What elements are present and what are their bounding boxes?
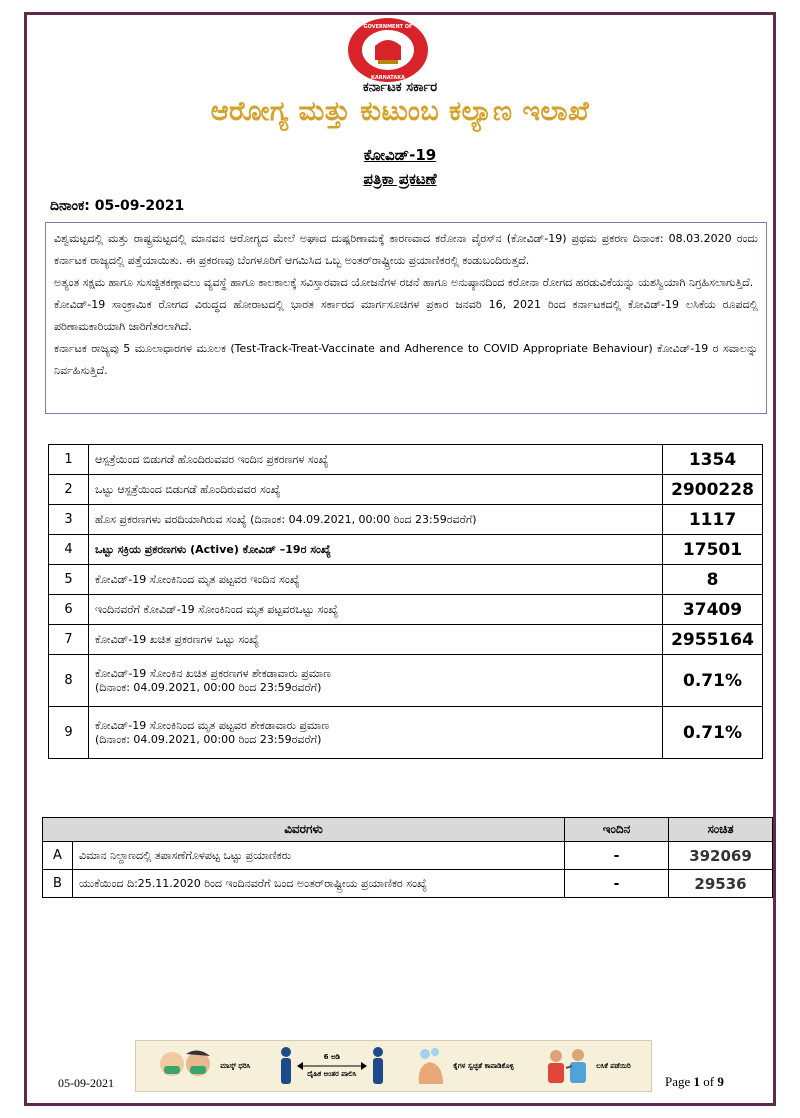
- row-label: ಯುಕೆಯಿಂದ ದಿ:25.11.2020 ರಿಂದ ಇಂದಿನವರೆಗೆ ಬಂದ ಅಂತರ್‌ರಾಷ್ಟ್ರೀಯ ಪ್ರಯಾಣಿಕರ ಸಂಖ್ಯೆ: [73, 870, 565, 898]
- row-value: 37409: [663, 595, 763, 625]
- person-icon: [371, 1046, 385, 1086]
- row-value: 2955164: [663, 625, 763, 655]
- row-number: 2: [49, 475, 89, 505]
- hand-wash-icon: [413, 1046, 449, 1086]
- intro-paragraph: ಕೋವಿಡ್-19 ಸಾಂಕ್ರಾಮಿಕ ರೋಗದ ವಿರುದ್ಧದ ಹೋರಾಟದಲ್ಲಿ ಭಾರತ ಸರ್ಕಾರದ ಮಾರ್ಗಸೂಚಿಗಳ ಪ್ರಕಾರ ಜನವರಿ 16, 2021 ರಿಂದ ಕರ್ನಾಟಕದಲ್ಲಿ ಕೋವಿಡ್-19 ಲಸಿಕೆಯ ರೂಪದಲ್ಲಿ ಪರಿಣಾಮಕಾರಿಯಾಗಿ ಜಾರಿಗೆತರಲಾಗಿದೆ.: [54, 298, 758, 333]
- row-label: ಕೋವಿಡ್-19 ಖಚಿತ ಪ್ರಕರಣಗಳ ಒಟ್ಟು ಸಂಖ್ಯೆ: [89, 625, 663, 655]
- row-label: ಕೋವಿಡ್-19 ಸೋಂಕಿನಿಂದ ಮೃತ ಪಟ್ಟವರ ಇಂದಿನ ಸಂಖ್ಯೆ: [89, 565, 663, 595]
- row-number: 6: [49, 595, 89, 625]
- row-today: -: [565, 842, 669, 870]
- row-label: ಹೊಸ ಪ್ರಕರಣಗಳು ವರದಿಯಾಗಿರುವ ಸಂಖ್ಯೆ (ದಿನಾಂಕ: 04.09.2021, 00:00 ರಿಂದ 23:59ರವರೆಗೆ): [89, 505, 663, 535]
- distance-info: [297, 1053, 367, 1079]
- row-label-cell: [89, 655, 663, 707]
- government-name: ಕರ್ನಾಟಕ ಸರ್ಕಾರ: [362, 80, 438, 95]
- release-date: ದಿನಾಂಕ: 05-09-2021: [50, 198, 185, 214]
- row-number: 7: [49, 625, 89, 655]
- svg-text:GOVERNMENT OF: GOVERNMENT OF: [363, 24, 413, 30]
- row-label: ಒಟ್ಟು ಆಸ್ಪತ್ರೆಯಿಂದ ಬಿಡುಗಡೆ ಹೊಂದಿರುವವರ ಸಂಖ್ಯೆ: [89, 475, 663, 505]
- table-row: [49, 655, 763, 707]
- table-row: [49, 535, 763, 565]
- page-total: 9: [717, 1074, 724, 1089]
- row-number: 8: [49, 655, 89, 707]
- row-value: 2900228: [663, 475, 763, 505]
- table-row: [43, 842, 773, 870]
- government-seal-icon: [345, 16, 431, 84]
- table-header-row: [43, 818, 773, 842]
- header-today: ಇಂದಿನ: [565, 818, 669, 842]
- row-letter: B: [43, 870, 73, 898]
- mask-text: ಮಾಸ್ಕ್ ಧರಿಸಿ: [220, 1061, 251, 1070]
- row-value: 1117: [663, 505, 763, 535]
- double-arrow-icon: [297, 1062, 367, 1070]
- department-title: ಆರೋಗ್ಯ ಮತ್ತು ಕುಟುಂಬ ಕಲ್ಯಾಣ ಇಲಾಖೆ: [210, 96, 590, 127]
- row-cumulative: 392069: [669, 842, 773, 870]
- mask-segment: [156, 1046, 250, 1086]
- table-row: [49, 475, 763, 505]
- table-row: [49, 445, 763, 475]
- row-sublabel: (ದಿನಾಂಕ: 04.09.2021, 00:00 ರಿಂದ 23:59ರವರೆಗೆ): [95, 732, 322, 746]
- footer-date: 05-09-2021: [58, 1076, 114, 1090]
- row-sublabel: (ದಿನಾಂಕ: 04.09.2021, 00:00 ರಿಂದ 23:59ರವರೆಗೆ): [95, 680, 322, 694]
- row-value: 1354: [663, 445, 763, 475]
- press-release-title: [0, 170, 800, 188]
- header-cumulative: ಸಂಚಿತ: [669, 818, 773, 842]
- distance-value: 6 ಅಡಿ: [323, 1053, 340, 1061]
- row-label: ಕೋವಿಡ್-19 ಸೋಂಕಿನಿಂದ ಮೃತ ಪಟ್ಟವರ ಶೇಕಡಾವಾರು ಪ್ರಮಾಣ: [95, 718, 330, 732]
- row-label: ಆಸ್ಪತ್ರೆಯಿಂದ ಬಿಡುಗಡೆ ಹೊಂದಿರುವವರ ಇಂದಿನ ಪ್ರಕರಣಗಳ ಸಂಖ್ಯೆ: [89, 445, 663, 475]
- hands-text: ಕೈಗಳ ಸ್ವಚ್ಛತೆ ಕಾಪಾಡಿಕೊಳ್ಳಿ: [453, 1061, 514, 1070]
- page-of: of: [703, 1074, 715, 1089]
- travel-summary-table: [42, 817, 773, 898]
- svg-text:KARNATAKA: KARNATAKA: [371, 75, 405, 81]
- table-row: [49, 595, 763, 625]
- row-label: ವಿಮಾನ ನಿಲ್ದಾಣದಲ್ಲಿ ತಪಾಸಣೆಗೊಳಪಟ್ಟ ಒಟ್ಟು ಪ್ರಯಾಣಿಕರು: [73, 842, 565, 870]
- row-value: 0.71%: [663, 655, 763, 707]
- row-label: ಕೋವಿಡ್-19 ಸೋಂಕಿನ ಖಚಿತ ಪ್ರಕರಣಗಳ ಶೇಕಡಾವಾರು ಪ್ರಮಾಣ: [95, 666, 331, 680]
- row-number: 5: [49, 565, 89, 595]
- row-letter: A: [43, 842, 73, 870]
- distance-segment: [279, 1046, 385, 1086]
- hands-segment: [413, 1046, 514, 1086]
- table-row: [49, 707, 763, 759]
- table-row: [43, 870, 773, 898]
- covid-title: [0, 146, 800, 164]
- row-number: 9: [49, 707, 89, 759]
- row-number: 3: [49, 505, 89, 535]
- vaccine-segment: [542, 1046, 631, 1086]
- covid-title-text: ಕೋವಿಡ್-19: [363, 146, 437, 164]
- row-label: ಇಂದಿನವರೆಗೆ ಕೋವಿಡ್-19 ಸೋಂಕಿನಿಂದ ಮೃತ ಪಟ್ಟವರಒಟ್ಟು ಸಂಖ್ಯೆ: [89, 595, 663, 625]
- row-value: 17501: [663, 535, 763, 565]
- row-label-cell: [89, 707, 663, 759]
- intro-box: [45, 222, 767, 414]
- vaccination-icon: [542, 1046, 592, 1086]
- page-number: 1: [693, 1074, 701, 1089]
- row-cumulative: 29536: [669, 870, 773, 898]
- header-details: ವಿವರಗಳು: [43, 818, 565, 842]
- table-row: [49, 625, 763, 655]
- row-number: 1: [49, 445, 89, 475]
- row-value: 8: [663, 565, 763, 595]
- press-release-title-text: ಪತ್ರಿಕಾ ಪ್ರಕಟಣೆ: [363, 170, 437, 188]
- intro-paragraph: ಅತ್ಯಂತ ಸಕ್ಷಮ ಹಾಗೂ ಸುಸಜ್ಜಿತಕಣ್ಗಾವಲು ವ್ಯವಸ್ಥೆ ಹಾಗೂ ಕಾಲಕಾಲಕ್ಕೆ ಸವಿಸ್ತಾರವಾದ ಯೋಜನೆಗಳ ರಚನೆ ಹಾಗೂ ಅನುಷ್ಠಾನದಿಂದ ಕರೋನಾ ರೋಗದ ಹರಡುವಿಕೆಯನ್ನು ಯಶಸ್ವಿಯಾಗಿ ನಿಗ್ರಹಿಸಲಾಗುತ್ತಿದೆ.: [54, 276, 754, 289]
- covid-stats-table: [48, 444, 763, 759]
- page-prefix: Page: [665, 1074, 691, 1089]
- distance-text: ದೈಹಿಕ ಅಂತರ ಪಾಲಿಸಿ: [307, 1070, 357, 1078]
- intro-paragraph: ಕರ್ನಾಟಕ ರಾಜ್ಯವು 5 ಮೂಲಾಧಾರಗಳ ಮೂಲಕ (Test-Track-Treat-Vaccinate and Adherence to COVID Appropriate Behaviour) ಕೋವಿಡ್-19 ರ ಸವಾಲನ್ನು ನಿರ್ವಹಿಸುತ್ತಿದೆ.: [54, 342, 758, 377]
- row-value: 0.71%: [663, 707, 763, 759]
- person-icon: [279, 1046, 293, 1086]
- row-today: -: [565, 870, 669, 898]
- row-number: 4: [49, 535, 89, 565]
- table-row: [49, 505, 763, 535]
- mask-faces-icon: [156, 1046, 216, 1086]
- row-label: ಒಟ್ಟು ಸಕ್ರಿಯ ಪ್ರಕರಣಗಳು (Active) ಕೋವಿಡ್ –19ರ ಸಂಖ್ಯೆ: [89, 535, 663, 565]
- covid-guidelines-banner: [135, 1040, 652, 1092]
- table-row: [49, 565, 763, 595]
- page-indicator: [665, 1074, 724, 1090]
- intro-paragraph: ವಿಶ್ವಮಟ್ಟದಲ್ಲಿ ಮತ್ತು ರಾಷ್ಟ್ರಮಟ್ಟದಲ್ಲಿ ಮಾನವನ ಆರೋಗ್ಯದ ಮೇಲೆ ಅಘಾದ ದುಷ್ಪರಿಣಾಮಕ್ಕೆ ಕಾರಣವಾದ ಕರೋನಾ ವೈರಸ್‌ನ (ಕೋವಿಡ್-19) ಪ್ರಥಮ ಪ್ರಕರಣ ದಿನಾಂಕ: 08.03.2020 ರಂದು ಕರ್ನಾಟಕ ರಾಜ್ಯದಲ್ಲಿ ಪತ್ತೆಯಾಯಿತು. ಈ ಪ್ರಕರಣವು ಬೆಂಗಳೂರಿಗೆ ಆಗಮಿಸಿದ ಒಬ್ಬ ಅಂತರ್‌ರಾಷ್ಟ್ರೀಯ ಪ್ರಯಾಣಿಕರಲ್ಲಿ ಕಂಡುಬಂದಿರುತ್ತದೆ.: [54, 232, 758, 267]
- vaccine-text: ಲಸಿಕೆ ಪಡೆಯಿರಿ: [596, 1061, 631, 1070]
